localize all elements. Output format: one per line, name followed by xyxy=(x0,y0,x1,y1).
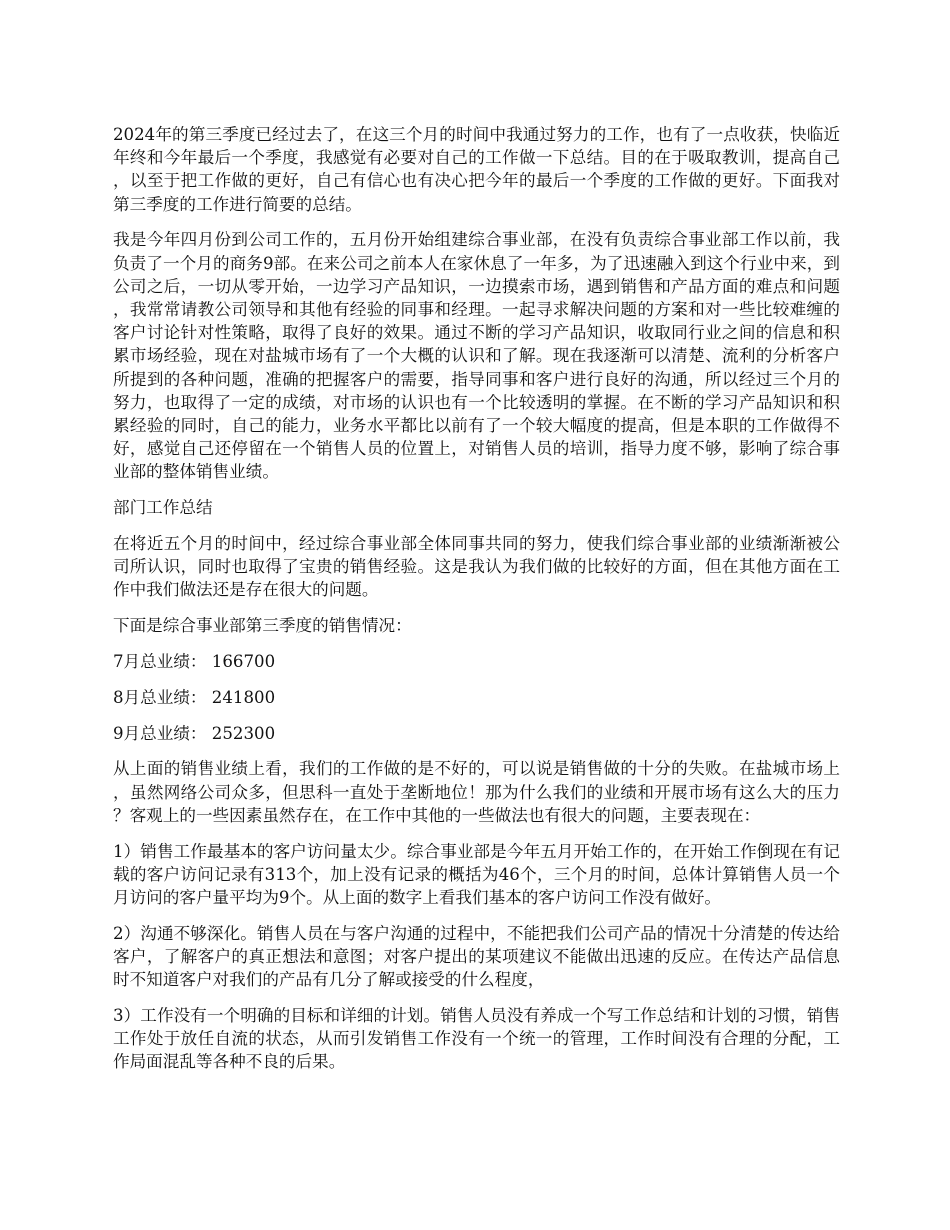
department-summary-paragraph: 在将近五个月的时间中，经过综合事业部全体同事共同的努力，使我们综合事业部的业绩渐渐被公司所认识，同时也取得了宝贵的销售经验。这是我认为我们做的比较好的方面，但在其他方面在工作中我们做法还是存在很大的问题。 xyxy=(113,534,840,600)
issue-3-paragraph: 3）工作没有一个明确的目标和详细的计划。销售人员没有养成一个写工作总结和计划的习惯，销售工作处于放任自流的状态，从而引发销售工作没有一个统一的管理，工作时间没有合理的分配，工作局面混乱等各种不良的后果。 xyxy=(113,1006,840,1072)
section-heading: 部门工作总结 xyxy=(113,498,213,518)
intro-paragraph: 2024年的第三季度已经过去了，在这三个月的时间中我通过努力的工作，也有了一点收获，快临近年终和今年最后一个季度，我感觉有必要对自己的工作做一下总结。目的在于吸取教训，提高自己，以至于把工作做的更好，自己有信心也有决心把今年的最后一个季度的工作做的更好。下面我对第三季度的工作进行简要的总结。 xyxy=(113,125,840,214)
sales-september-line: 9月总业绩： 252300 xyxy=(113,723,276,743)
document-page xyxy=(113,123,840,1086)
sales-intro-paragraph: 下面是综合事业部第三季度的销售情况： xyxy=(113,616,412,636)
personal-work-paragraph: 我是今年四月份到公司工作的，五月份开始组建综合事业部，在没有负责综合事业部工作以前，我负责了一个月的商务9部。在来公司之前本人在家休息了一年多，为了迅速融入到这个行业中来，到公司之后，一切从零开始，一边学习产品知识，一边摸索市场，遇到销售和产品方面的难点和问题，我常常请教公司领导和其他有经验的同事和经理。一起寻求解决问题的方案和对一些比较难缠的客户讨论针对性策略，取得了良好的效果。通过不断的学习产品知识，收取同行业之间的信息和积累市场经验，现在对盐城市场有了一个大概的认识和了解。现在我逐渐可以清楚、流利的分析客户所提到的各种问题，准确的把握客户的需要，指导同事和客户进行良好的沟通，所以经过三个月的努力，也取得了一定的成绩，对市场的认识也有一个比较透明的掌握。在不断的学习产品知识和积累经验的同时，自己的能力，业务水平都比以前有了一个较大幅度的提高，但是本职的工作做得不好，感觉自己还停留在一个销售人员的位置上，对销售人员的培训，指导力度不够，影响了综合事业部的整体销售业绩。 xyxy=(113,230,840,482)
issue-1-paragraph: 1）销售工作最基本的客户访问量太少。综合事业部是今年五月开始工作的，在开始工作倒现在有记载的客户访问记录有313个，加上没有记录的概括为46个，三个月的时间，总体计算销售人员一个月访问的客户量平均为9个。从上面的数字上看我们基本的客户访问工作没有做好。 xyxy=(113,841,840,908)
sales-july-line: 7月总业绩： 166700 xyxy=(113,652,276,672)
issue-2-paragraph: 2）沟通不够深化。销售人员在与客户沟通的过程中，不能把我们公司产品的情况十分清楚的传达给客户，了解客户的真正想法和意图；对客户提出的某项建议不能做出迅速的反应。在传达产品信息时不知道客户对我们的产品有几分了解或接受的什么程度， xyxy=(113,923,840,990)
sales-august-line: 8月总业绩： 241800 xyxy=(113,687,276,707)
analysis-paragraph: 从上面的销售业绩上看，我们的工作做的是不好的，可以说是销售做的十分的失败。在盐城市场上，虽然网络公司众多，但思科一直处于垄断地位！那为什么我们的业绩和开展市场有这么大的压力？客观上的一些因素虽然存在，在工作中其他的一些做法也有很大的问题，主要表现在： xyxy=(113,759,840,825)
